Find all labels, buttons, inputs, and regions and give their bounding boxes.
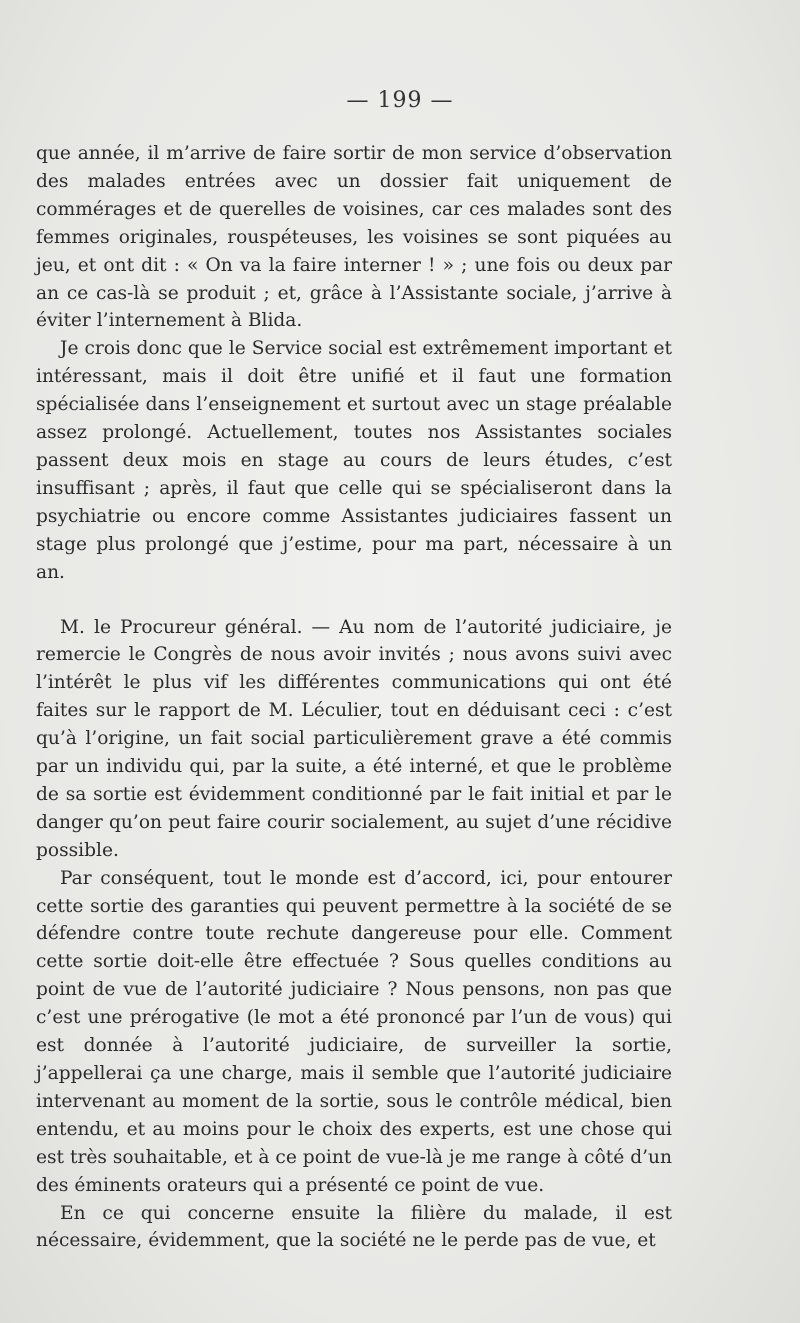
paragraph-4: Par conséquent, tout le monde est d’accord, ici, pour entourer cette sortie des garanties qui peuvent permettre à la société de se défendre contre toute rechute dangereuse pour elle. Comment cette sortie doit-elle être effectuée ? Sous quelles conditions au point de vue de l’autorité judiciaire ? Nous pensons, non pas que c’est une prérogative (le mot a été prononcé par l’un de vous) qui est donnée à l’autorité judiciaire, de surveiller la sortie, j’appellerai ça une charge, mais il semble que l’autorité judiciaire intervenant au moment de la sortie, sous le contrôle médical, bien entendu, et au moins pour le choix des experts, est une chose qui est très souhaitable, et à ce point de vue-là je me range à côté d’un des éminents orateurs qui a présenté ce point de vue. [36,867,672,1196]
page-number: — 199 — [346,88,454,113]
paragraph-3: M. le Procureur général. — Au nom de l’autorité judiciaire, je remercie le Congrès de nous avoir invités ; nous avons suivi avec l’intérêt le plus vif les différentes communications qui ont été faites sur le rapport de M. Léculier, tout en déduisant ceci : c’est qu’à l’origine, un fait social particulièrement grave a été commis par un individu qui, par la suite, a été interné, et que le problème de sa sortie est évidemment conditionné par le fait initial et par le danger qu’on peut faire courir socialement, au sujet d’une récidive possible. [36,616,672,861]
page-body-text [36,140,672,1255]
paragraph-1: que année, il m’arrive de faire sortir de mon service d’observation des malades entrées avec un dossier fait uniquement de commérages et de querelles de voisines, car ces malades sont des femmes originales, rouspéteuses, les voisines se sont piquées au jeu, et ont dit : « On va la faire interner ! » ; une fois ou deux par an ce cas-là se produit ; et, grâce à l’Assistante sociale, j’arrive à éviter l’internement à Blida. [36,143,672,332]
paragraph-2: Je crois donc que le Service social est extrêmement important et intéressant, mais il doit être unifié et il faut une formation spécialisée dans l’enseignement et surtout avec un stage préalable assez prolongé. Actuellement, toutes nos Assistantes sociales passent deux mois en stage au cours de leurs études, c’est insuffisant ; après, il faut que celle qui se spécialiseront dans la psychiatrie ou encore comme Assistantes judiciaires fassent un stage plus prolongé que j’estime, pour ma part, nécessaire à un an. [36,338,672,583]
paragraph-5: En ce qui concerne ensuite la filière du malade, il est nécessaire, évidemment, que la société ne le perde pas de vue, et [36,1202,672,1252]
